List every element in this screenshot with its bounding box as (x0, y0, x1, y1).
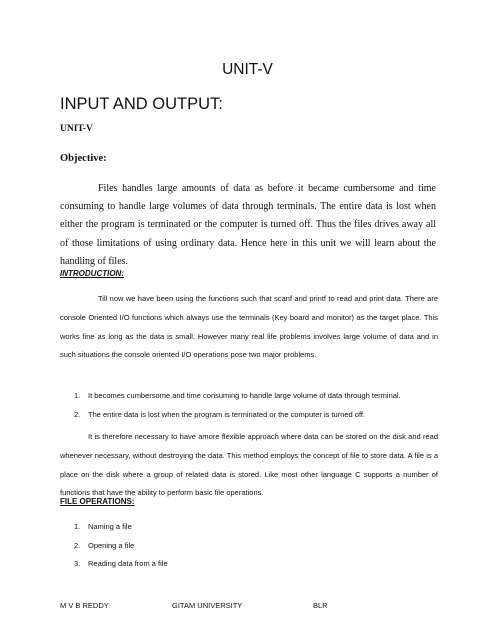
list-item-text: It becomes cumbersome and time consuming to handle large volume of data through terminal. (88, 391, 401, 400)
footer-institution: GITAM UNIVERSITY (172, 601, 243, 610)
list-item-text: Naming a file (88, 522, 132, 531)
footer-campus: BLR (313, 601, 328, 610)
file-operations-list (74, 518, 454, 574)
list-number: 3. (74, 559, 81, 568)
list-item (74, 406, 454, 425)
file-operations-heading: FILE OPERATIONS: (60, 497, 135, 506)
page-title: INPUT AND OUTPUT: (60, 95, 223, 113)
list-item-text: The entire data is lost when the program is terminated or the computer is turned off. (88, 409, 366, 419)
list-item (74, 518, 454, 537)
list-item-text: Reading data from a file (88, 559, 168, 568)
introduction-paragraph: Till now we have been using the functions such that scanf and printf to read and print data. There are console Oriented I/O functions which always use the terminals (Key board and monitor) as the target place. This works fine as long as the data is small. However many real life problems involves large volume of data and in such situations the console oriented I/O operations pose two major problems. (60, 294, 438, 360)
footer-author: M V B REDDY (60, 601, 109, 610)
problems-list (74, 387, 454, 424)
objective-paragraph: Files handles large amounts of data as before it became cumbersome and time consuming to handle large volumes of data through terminals. The entire data is lost when either the program is terminated or the computer is turned off. Thus the files drives away all of those limitations of using ordinary data. Hence here in this unit we will learn about the handling of files. (60, 183, 436, 267)
file-paragraph-text: It is therefore necessary to have amore flexible approach where data can be stored on the disk and read whenever necessary, without destroying the data. This method employs the concept of file to store data. A file is a place on the disk where a group of related data is stored. Like most other language C supports a number of functions that have the ability to perform basic file operations. (60, 432, 438, 498)
list-item (74, 387, 454, 406)
list-number: 1. (74, 391, 81, 400)
list-number: 2. (74, 409, 81, 419)
list-item (74, 555, 454, 574)
objective-heading: Objective: (60, 153, 107, 164)
list-number: 2. (74, 540, 81, 550)
unit-subheading: UNIT-V (60, 124, 93, 134)
unit-title: UNIT-V (222, 61, 273, 78)
list-item (74, 537, 454, 556)
introduction-heading: INTRODUCTION: (60, 269, 124, 278)
list-number: 1. (74, 522, 81, 531)
list-item-text: Opening a file (88, 540, 135, 550)
file-paragraph (60, 428, 438, 503)
